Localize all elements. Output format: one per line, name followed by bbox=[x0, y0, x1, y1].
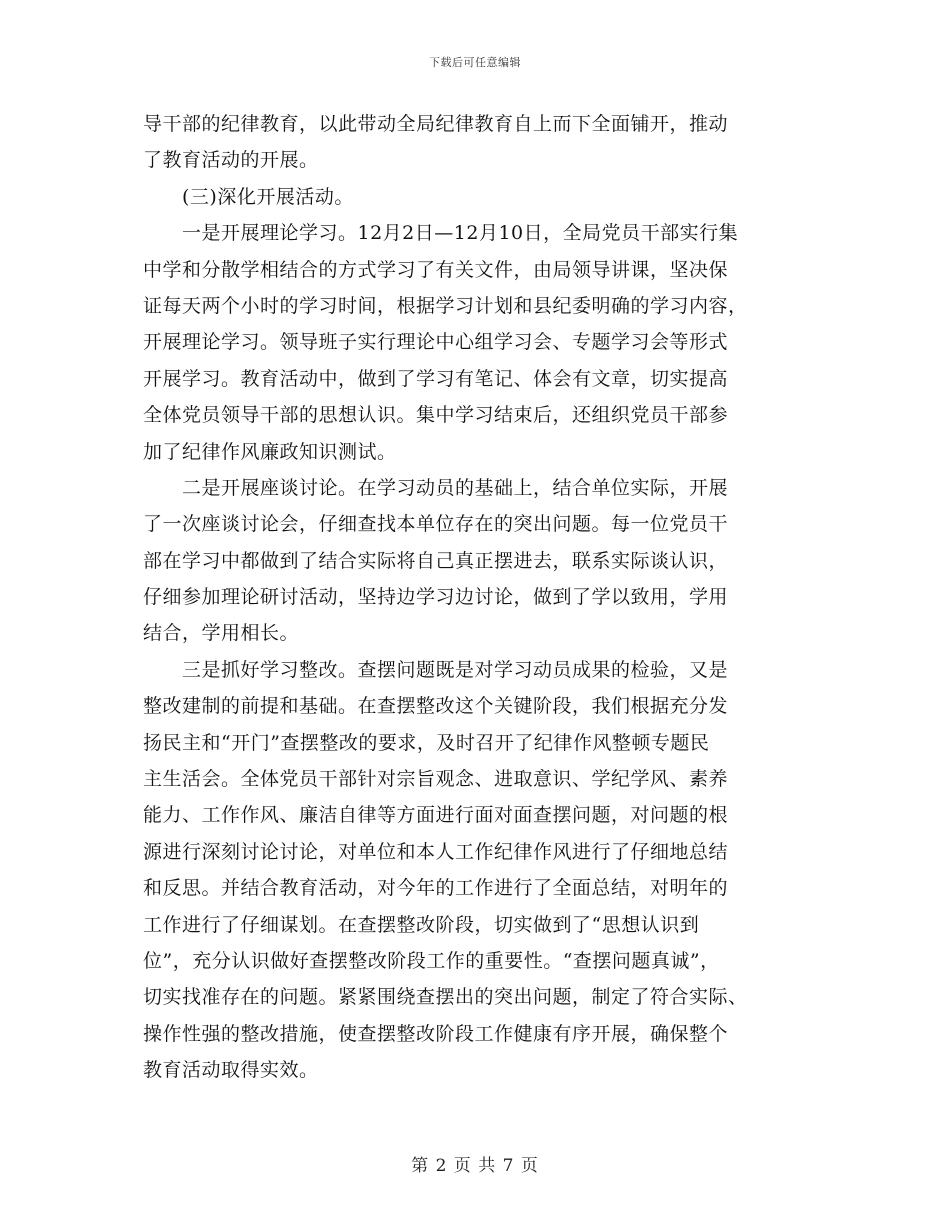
text-line: 主生活会。全体党员干部针对宗旨观念、进取意识、学纪学风、素养 bbox=[143, 768, 729, 791]
text-line: 导干部的纪律教育，以此带动全局纪律教育自上而下全面铺开，推动 bbox=[143, 113, 729, 135]
text-line: 操作性强的整改措施，使查摆整改阶段工作健康有序开展，确保整个 bbox=[143, 1022, 729, 1045]
text-line: 加了纪律作风廉政知识测试。 bbox=[143, 440, 397, 463]
text-line: 切实找准存在的问题。紧紧围绕查摆出的突出问题，制定了符合实际、 bbox=[143, 986, 748, 1009]
text-line: 三是抓好学习整改。查摆问题既是对学习动员成果的检验，又是 bbox=[143, 658, 729, 681]
text-line: 开展学习。教育活动中，做到了学习有笔记、体会有文章，切实提高 bbox=[143, 367, 729, 390]
text-line: 中学和分散学相结合的方式学习了有关文件，由局领导讲课，坚决保 bbox=[143, 258, 729, 281]
text-line: 能力、工作作风、廉洁自律等方面进行面对面查摆问题，对问题的根 bbox=[143, 804, 729, 827]
text-line: 教育活动取得实效。 bbox=[143, 1059, 319, 1082]
text-line: 和反思。并结合教育活动，对今年的工作进行了全面总结，对明年的 bbox=[143, 877, 729, 900]
text-line: 二是开展座谈讨论。在学习动员的基础上，结合单位实际，开展 bbox=[143, 476, 729, 499]
text-line: 证每天两个小时的学习时间，根据学习计划和县纪委明确的学习内容， bbox=[143, 294, 748, 317]
text-line: 整改建制的前提和基础。在查摆整改这个关键阶段，我们根据充分发 bbox=[143, 695, 729, 718]
page-number: 第 2 页 共 7 页 bbox=[411, 1156, 539, 1176]
text-line: 一是开展理论学习。12月2日—12月10日，全局党员干部实行集 bbox=[143, 222, 739, 245]
body-text bbox=[143, 106, 808, 1089]
text-line: 源进行深刻讨论讨论，对单位和本人工作纪律作风进行了仔细地总结 bbox=[143, 840, 729, 863]
text-line: 了教育活动的开展。 bbox=[143, 149, 319, 172]
text-line: 仔细参加理论研讨活动，坚持边学习边讨论，做到了学以致用，学用 bbox=[143, 586, 729, 609]
text-line: 位”，充分认识做好查摆整改阶段工作的重要性。“查摆问题真诚”， bbox=[143, 949, 720, 972]
section-heading: (三)深化开展活动。 bbox=[143, 185, 354, 208]
text-line: 扬民主和“开门”查摆整改的要求，及时召开了纪律作风整顿专题民 bbox=[143, 731, 710, 754]
text-line: 全体党员领导干部的思想认识。集中学习结束后，还组织党员干部参 bbox=[143, 404, 729, 427]
text-line: 结合，学用相长。 bbox=[143, 622, 300, 645]
text-line: 部在学习中都做到了结合实际将自己真正摆进去，联系实际谈认识， bbox=[143, 549, 729, 572]
page-header: 下载后可任意编辑 bbox=[429, 56, 521, 69]
text-line: 了一次座谈讨论会，仔细查找本单位存在的突出问题。每一位党员干 bbox=[143, 513, 729, 536]
text-line: 工作进行了仔细谋划。在查摆整改阶段，切实做到了“思想认识到 bbox=[143, 913, 700, 936]
text-line: 开展理论学习。领导班子实行理论中心组学习会、专题学习会等形式 bbox=[143, 331, 729, 354]
